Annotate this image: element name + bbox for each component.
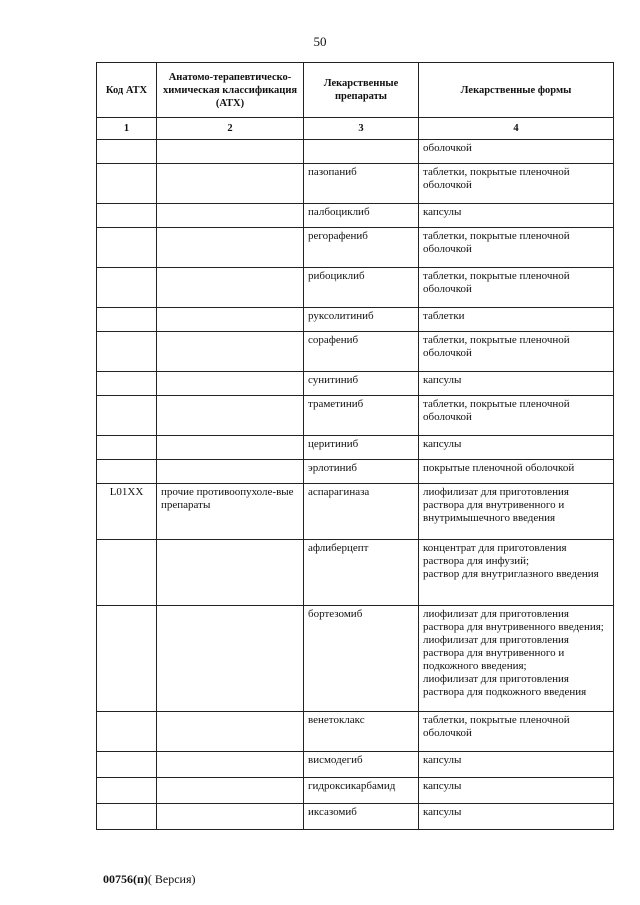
column-number-row [97, 118, 614, 140]
drug-name-cell: руксолитиниб [304, 308, 419, 332]
drug-name-cell: палбоциклиб [304, 204, 419, 228]
dosage-form-cell: капсулы [419, 804, 614, 830]
classification-cell [157, 540, 304, 606]
document-code: 00756(п) [103, 872, 148, 886]
header-forms: Лекарственные формы [419, 63, 614, 118]
table-row [97, 484, 614, 540]
classification-cell [157, 268, 304, 308]
drug-name-cell: афлиберцепт [304, 540, 419, 606]
drug-name-cell: пазопаниб [304, 164, 419, 204]
dosage-form-cell: таблетки, покрытые пленочной оболочкой [419, 228, 614, 268]
code-cell [97, 804, 157, 830]
dosage-form-cell: капсулы [419, 436, 614, 460]
drug-name-cell: иксазомиб [304, 804, 419, 830]
dosage-form-cell: оболочкой [419, 140, 614, 164]
column-number: 3 [304, 118, 419, 140]
code-cell [97, 606, 157, 712]
classification-cell [157, 332, 304, 372]
code-cell [97, 308, 157, 332]
code-cell [97, 436, 157, 460]
drug-name-cell: гидроксикарбамид [304, 778, 419, 804]
table-body [97, 140, 614, 830]
drug-name-cell: сунитиниб [304, 372, 419, 396]
drug-name-cell: церитиниб [304, 436, 419, 460]
drug-name-cell: регорафениб [304, 228, 419, 268]
dosage-form-cell: лиофилизат для приготовления раствора для внутривенного введения; лиофилизат для приготовления раствора для внутривенного и подкожного введения; лиофилизат для приготовления раствора для подкожного введения [419, 606, 614, 712]
table-header-row [97, 63, 614, 118]
column-number: 2 [157, 118, 304, 140]
table-row [97, 396, 614, 436]
footer-reference [103, 872, 196, 887]
code-cell: L01XX [97, 484, 157, 540]
drug-name-cell: рибоциклиб [304, 268, 419, 308]
atx-table [96, 62, 614, 830]
drug-name-cell: траметиниб [304, 396, 419, 436]
table-row [97, 140, 614, 164]
classification-cell [157, 804, 304, 830]
classification-cell [157, 460, 304, 484]
table-row [97, 436, 614, 460]
drug-name-cell: бортезомиб [304, 606, 419, 712]
page-number: 50 [313, 34, 327, 49]
table-row [97, 460, 614, 484]
classification-cell: прочие противоопухоле-вые препараты [157, 484, 304, 540]
table-row [97, 332, 614, 372]
classification-cell [157, 140, 304, 164]
table-row [97, 804, 614, 830]
dosage-form-cell: таблетки, покрытые пленочной оболочкой [419, 712, 614, 752]
code-cell [97, 204, 157, 228]
table-row [97, 778, 614, 804]
code-cell [97, 372, 157, 396]
code-cell [97, 460, 157, 484]
header-drugs: Лекарственные препараты [304, 63, 419, 118]
dosage-form-cell: капсулы [419, 372, 614, 396]
code-cell [97, 712, 157, 752]
table-row [97, 540, 614, 606]
table-row [97, 308, 614, 332]
dosage-form-cell: таблетки, покрытые пленочной оболочкой [419, 396, 614, 436]
drug-name-cell: висмодегиб [304, 752, 419, 778]
code-cell [97, 752, 157, 778]
classification-cell [157, 436, 304, 460]
code-cell [97, 164, 157, 204]
dosage-form-cell: капсулы [419, 204, 614, 228]
table-row [97, 228, 614, 268]
table-row [97, 606, 614, 712]
classification-cell [157, 164, 304, 204]
table-row [97, 752, 614, 778]
classification-cell [157, 396, 304, 436]
classification-cell [157, 372, 304, 396]
header-classification: Анатомо-терапевтическо-химическая классификация (АТХ) [157, 63, 304, 118]
drug-name-cell [304, 140, 419, 164]
header-code: Код АТХ [97, 63, 157, 118]
classification-cell [157, 204, 304, 228]
code-cell [97, 228, 157, 268]
table-row [97, 268, 614, 308]
drug-name-cell: венетоклакс [304, 712, 419, 752]
code-cell [97, 540, 157, 606]
column-number: 4 [419, 118, 614, 140]
column-number: 1 [97, 118, 157, 140]
dosage-form-cell: таблетки, покрытые пленочной оболочкой [419, 332, 614, 372]
classification-cell [157, 228, 304, 268]
drug-name-cell: сорафениб [304, 332, 419, 372]
drug-name-cell: эрлотиниб [304, 460, 419, 484]
code-cell [97, 268, 157, 308]
drug-name-cell: аспарагиназа [304, 484, 419, 540]
dosage-form-cell: лиофилизат для приготовления раствора для внутривенного и внутримышечного введения [419, 484, 614, 540]
code-cell [97, 396, 157, 436]
table-row [97, 372, 614, 396]
classification-cell [157, 606, 304, 712]
code-cell [97, 332, 157, 372]
code-cell [97, 140, 157, 164]
classification-cell [157, 752, 304, 778]
version-label: ( Версия) [147, 872, 196, 886]
dosage-form-cell: таблетки [419, 308, 614, 332]
classification-cell [157, 712, 304, 752]
classification-cell [157, 308, 304, 332]
code-cell [97, 778, 157, 804]
dosage-form-cell: капсулы [419, 778, 614, 804]
table-row [97, 712, 614, 752]
dosage-form-cell: таблетки, покрытые пленочной оболочкой [419, 164, 614, 204]
classification-cell [157, 778, 304, 804]
table-row [97, 204, 614, 228]
dosage-form-cell: таблетки, покрытые пленочной оболочкой [419, 268, 614, 308]
dosage-form-cell: концентрат для приготовления раствора для инфузий; раствор для внутриглазного введения [419, 540, 614, 606]
dosage-form-cell: капсулы [419, 752, 614, 778]
dosage-form-cell: покрытые пленочной оболочкой [419, 460, 614, 484]
table-row [97, 164, 614, 204]
